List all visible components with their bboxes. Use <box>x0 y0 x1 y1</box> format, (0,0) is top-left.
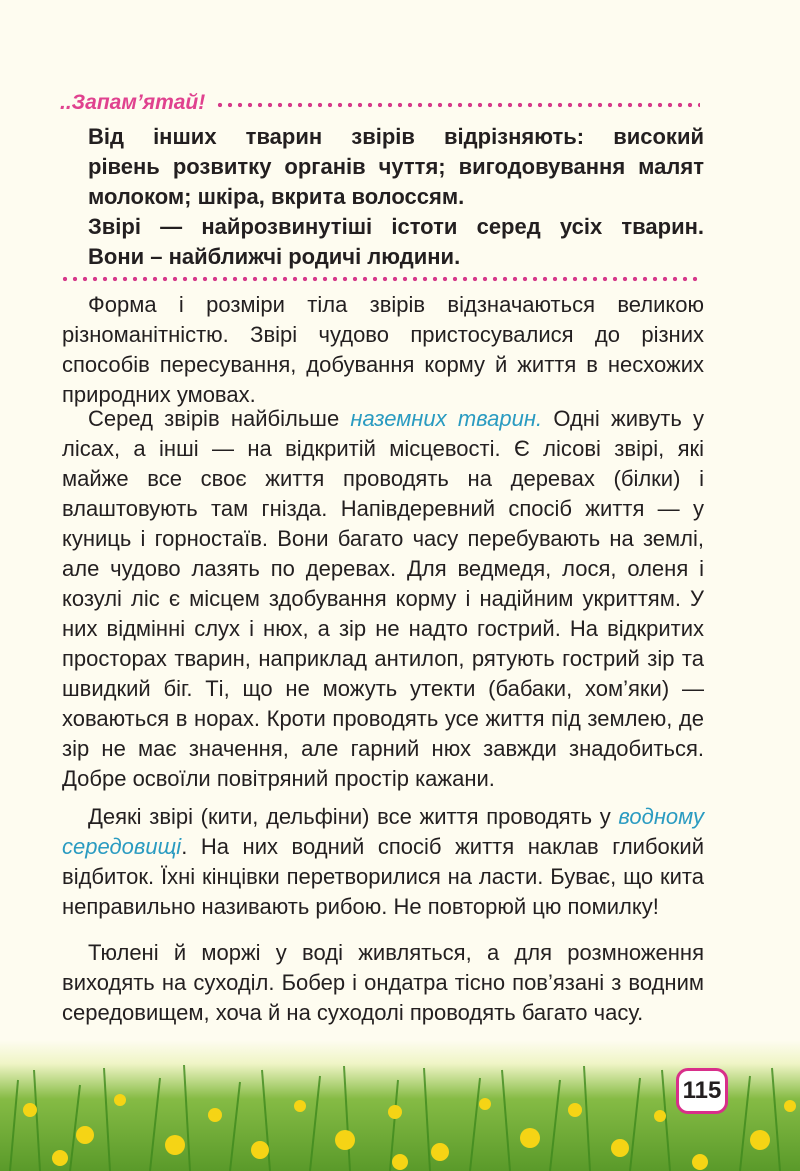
remember-line: Від інших тварин звірів відрізняють: високий <box>88 124 704 149</box>
remember-line: Звірі — найрозвинутіші істоти серед усіх тварин. <box>88 214 704 239</box>
text-segment: Одні живуть у лісах, а інші — на відкритій місцевості. Є лісові звірі, які майже все своє життя проводять на деревах (білки) і влаштовують там гнізда. Напівдеревний спосіб життя — у куниць і горностаїв. Вони багато часу перебувають на землі, але чудово лазять по деревах. Для ведмедя, лося, оленя і козулі ліс є місцем здобування корму і надійним укриттям. У них відмінні слух і нюх, а зір не надто гострий. На відкритих просторах тварин, наприклад антилоп, рятують гострий зір та швидкий біг. Ті, що не можуть утекти (бабаки, хом’яки) — ховаються в норах. Кроти проводять усе життя під землею, де зір не має значення, але гарний нюх завжди знадобиться. Добре освоїли повітряний простір кажани. <box>62 406 704 791</box>
remember-header <box>60 88 700 118</box>
term-terrestrial-animals: наземних тварин. <box>350 406 543 431</box>
remember-title: ..Запам’ятай! <box>60 91 206 114</box>
text-segment: Деякі звірі (кити, дельфіни) все життя проводять у <box>88 804 619 829</box>
paragraph-body-1: Форма і розміри тіла звірів відзначаються великою різноманітністю. Звірі чудово пристосувалися до різних способів пересування, добування корму й життя в несхожих природних умовах. <box>62 292 704 407</box>
page-number: 115 <box>676 1068 728 1114</box>
remember-line: рівень розвитку органів чуття; вигодовування малят <box>88 154 704 179</box>
paragraph-body-2 <box>62 404 704 794</box>
remember-paragraph-2 <box>88 212 704 272</box>
term-aquatic-environment: водному середовищі <box>62 804 704 859</box>
text-segment: . На них водний спосіб життя наклав глибокий відбиток. Їхні кінцівки перетворилися на ласти. Буває, що кита неправильно називають рибою. Не повторюй цю помилку! <box>62 834 704 919</box>
paragraph-body-4: Тюлені й моржі у воді живляться, а для розмноження виходять на суходіл. Бобер і ондатра тісно пов’язані з водним середовищем, хоча й на суходолі проводять багато часу. <box>62 940 704 1025</box>
dotted-divider <box>215 102 700 108</box>
paragraph-body-3 <box>62 802 704 922</box>
text-segment: Серед звірів найбільше <box>88 406 351 431</box>
remember-line: молоком; шкіра, вкрита волоссям. <box>88 184 465 209</box>
dotted-divider-bottom <box>60 276 700 282</box>
remember-paragraph-1 <box>88 122 704 212</box>
remember-line: Вони – найближчі родичі людини. <box>88 244 461 269</box>
